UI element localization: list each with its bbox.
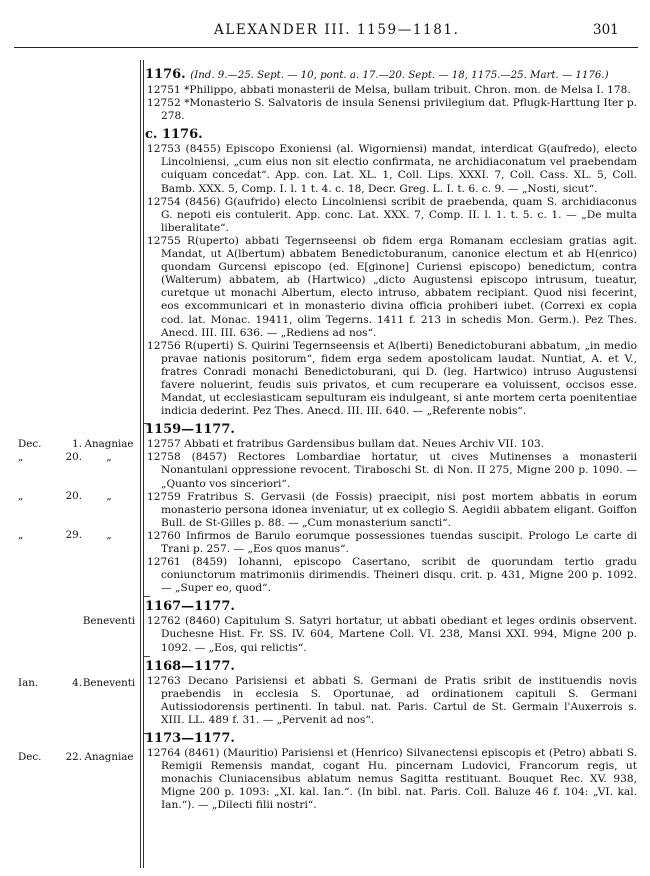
- margin-month: „: [18, 490, 24, 502]
- regesta-column: [145, 63, 637, 813]
- regest-entry: 12764 (8461) (Mauritio) Parisiensi et (Henrico) Silvanectensi episcopis et (Petro) abbati S. Remigii Remensis mandat, cogant Hu. pincernam Ludovici, Francorum regis, ut monachis Cluniacensibus ablatum nemus Sagitta restituant. Bouquet Rec. XV. 938, Migne 200 p. 1093: „XI. kal. Ian.“. (In bibl. nat. Paris. Coll. Baluze 46 f. 104: „VI. kal. Ian.“). — „Dilecti filii nostri“.: [147, 747, 637, 812]
- margin-day: 20.: [65, 490, 82, 502]
- margin-month: Dec.: [18, 438, 42, 450]
- section-heading: [145, 421, 637, 438]
- margin-month: „: [18, 451, 24, 463]
- margin-month: „: [18, 529, 24, 541]
- regest-entry: 12754 (8456) G(aufrido) electo Lincolniensi scribit de praebenda, quam S. archidiaconus G. nepoti eis contulerit. App. conc. Lat. XXX. 7, Comp. II. l. 1. t. 5. c. 1. — „De multa liberalitate“.: [147, 195, 637, 234]
- regest-entry: 12756 R(uperti) S. Quirini Tegernseensis et A(lberti) Benedictoburani abbatum, „in medio pravae nationis positorum“, fidem erga sedem apostolicam laudat. Nuntiat, A. et V., fratres Conradi monachi Benedictoburani, qui D. (leg. Hartwico) intruso Augustensi favere noluerint, feudis suis privatos, et cum recuperare ea voluissent, occisos esse. Mandat, ut ecclesiasticam sepulturam eis indulgeant, si ante mortem certa poenitentiae indicia dederint. Pez Thes. Anecd. III. III. 640. — „Referente nobis“.: [147, 339, 637, 418]
- regest-entry: 12757 Abbati et fratribus Gardensibus bullam dat. Neues Archiv VII. 103.: [147, 438, 545, 451]
- regest-entry: 12751 *Philippo, abbati monasterii de Melsa, bullam tribuit. Chron. mon. de Melsa I. 178.: [147, 84, 631, 96]
- margin-month: Ian.: [18, 677, 39, 689]
- section-heading: [145, 658, 637, 675]
- margin-day: 29.: [65, 529, 82, 541]
- regest-entry: 12758 (8457) Rectores Lombardiae hortatur, ut cives Mutinenses a monasterii Nonantulani oppressione revocent. Tiraboschi St. di Non. II 275, Migne 200 p. 1090. — „Quanto vos sinceriori“.: [147, 451, 637, 490]
- section-indiction: (Ind. 9.—25. Sept. — 10, pont. a. 17.—20. Sept. — 18, 1175.—25. Mart. — 1176.): [190, 70, 609, 81]
- header-rule: [14, 47, 638, 48]
- regest-entry: 12759 Fratribus S. Gervasii (de Fossis) praecipit, nisi post mortem abbatis in eorum monasterio persona idonea inveniatur, ut ex collegio S. Aegidii abbatem eligant. Goiffon Bull. de St-Gilles p. 88. — „Cum monasterium sancti“.: [147, 490, 637, 529]
- margin-day: 20.: [65, 451, 82, 463]
- margin-place: „: [106, 451, 112, 463]
- section-year: 1159—1177.: [145, 422, 235, 438]
- margin-place: Anagniae: [84, 438, 134, 450]
- section-year: 1173—1177.: [145, 731, 235, 747]
- regest-entry: 12760 Infirmos de Barulo eorumque possessiones tuendas suscipit. Prologo Le carte di Trani p. 257. — „Eos quos manus“.: [147, 529, 637, 555]
- regest-entry: 12755 R(uperto) abbati Tegernseensi ob fidem erga Romanam ecclesiam gratias agit. Mandat, ut A(lbertum) abbatem Benedictoburanum, canonice electum et ab H(enrico) quondam Gurcensi episcopo (ed. E[ginone] Curiensi episcopo) benedictum, contra (Walterum) abbatem, ab (Hartwico) „dicto Augustensi episcopo intrusum, tueatur, curetque ut monachi Albertum, electo intruso, abbatem recipiant. Quod nisi fecerint, eos excommunicari et in monasterio divina officia prohiberi iubet. (Correxi ex copia cod. lat. Monac. 19411, olim Tegerns. 1411 f. 213 in schedis Mon. Germ.). Pez Thes. Anecd. III. III. 636. — „Rediens ad nos“.: [147, 234, 637, 339]
- section-year: c. 1176.: [145, 127, 203, 143]
- regest-entry: 12752 *Monasterio S. Salvatoris de insula Senensi privilegium dat. Pflugk-Harttung Iter p. 278.: [147, 97, 637, 123]
- margin-place: Beneventi: [82, 615, 136, 627]
- margin-place: „: [106, 490, 112, 502]
- section-year: 1168—1177.: [145, 658, 235, 674]
- margin-place: Anagniae: [84, 751, 134, 763]
- column-rule-right: [143, 60, 144, 868]
- column-rule-left: [140, 60, 141, 868]
- regest-entry: 12753 (8455) Episcopo Exoniensi (al. Wigorniensi) mandat, interdicat G(aufredo), electo Lincolniensi, „cum eius non sit electio confirmata, ne archidiaconatum vel praebendam cuiquam concedat“. App. con. Lat. XL. 1, Coll. Lips. XXXI. 7, Coll. Cass. XL. 5, Coll. Bamb. XXX. 5, Comp. I. l. 1 t. 4. c. 18, Decr. Greg. L. I. t. 6. c. 9. — „Nosti, sicut“.: [147, 143, 637, 195]
- section-heading: [145, 66, 637, 84]
- regest-entry: 12761 (8459) Iohanni, episcopo Casertano, scribit de quorundam tertio gradu coniunctorum matrimoniis dirimendis. Theineri disqu. crit. p. 431, Migne 200 p. 1092. — „Super eo, quod“.: [147, 556, 637, 595]
- page-header: [0, 22, 650, 42]
- margin-place: Beneventi: [82, 677, 136, 689]
- margin-place: „: [106, 529, 112, 541]
- page-number: 301: [593, 22, 619, 38]
- section-heading: [145, 598, 637, 615]
- regest-entry: 12763 Decano Parisiensi et abbati S. Germani de Pratis sribit de instituendis novis praebendis in ecclesia S. Oportunae, ad ordinationem capituli S. Germani Autissiodorensis pertinenti. In tabul. nat. Paris. Cartul de St. Germain l'Auxerrois s. XIII. LL. 489 f. 31. — „Pervenit ad nos“.: [147, 674, 637, 726]
- section-year: 1167—1177.: [145, 599, 235, 615]
- regest-entry: 12762 (8460) Capitulum S. Satyri hortatur, ut abbati obediant et leges ordinis observent. Duchesne Hist. Fr. SS. IV. 604, Martene Coll. VI. 238, Mansi XXI. 994, Migne 200 p. 1092. — „Eos, qui relictis“.: [147, 615, 637, 654]
- section-heading: [145, 126, 637, 143]
- margin-day: 1.: [72, 438, 82, 450]
- margin-day: 4.: [72, 677, 82, 689]
- section-year: 1176.: [145, 67, 186, 82]
- margin-day: 22.: [65, 751, 82, 763]
- section-heading: [145, 730, 637, 747]
- margin-month: Dec.: [18, 751, 42, 763]
- running-title: ALEXANDER III. 1159—1181.: [214, 22, 460, 38]
